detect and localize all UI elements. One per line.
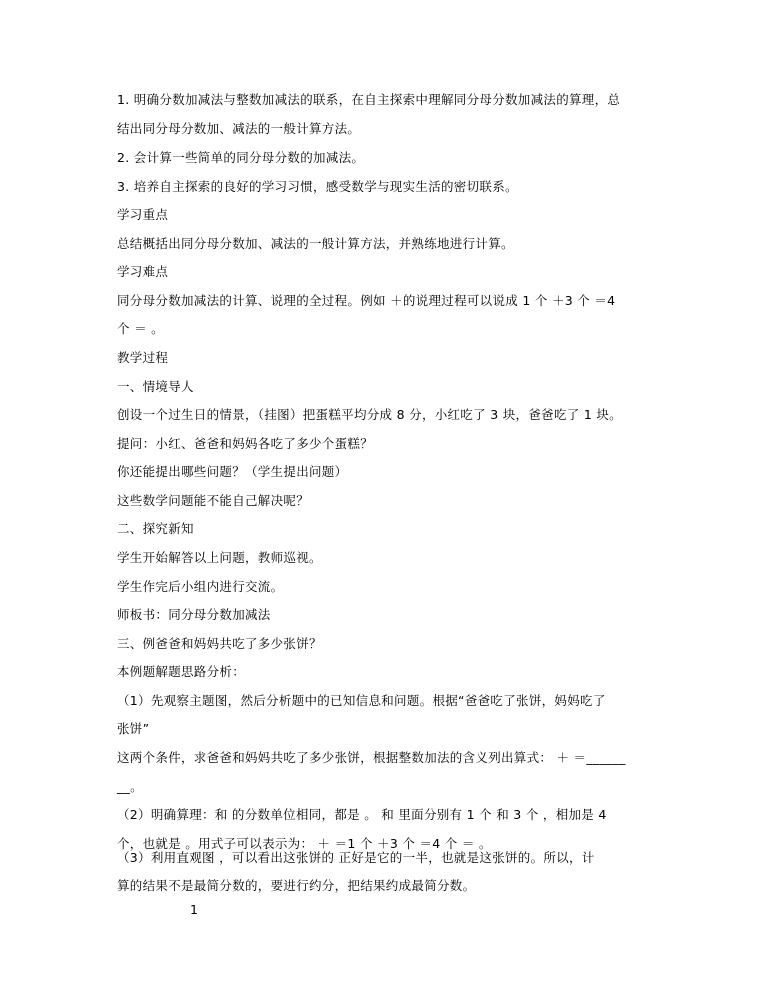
text-line: 本例题解题思路分析： xyxy=(117,664,246,679)
text-line: （3）利用直观图 ，可以看出这张饼的 正好是它的一半，也就是这张饼的。所以，计 xyxy=(117,850,595,865)
text-line: 结出同分母分数加、减法的一般计算方法。 xyxy=(117,121,361,136)
text-line: 总结概括出同分母分数加、减法的一般计算方法，并熟练地进行计算。 xyxy=(117,236,514,251)
text-line: 2. 会计算一些简单的同分母分数的加减法。 xyxy=(117,150,365,165)
section-heading: 二、探究新知 xyxy=(117,521,194,536)
text-line: 这两个条件，求爸爸和妈妈共吃了多少张饼，根据整数加法的含义列出算式： ＋ ＝______ xyxy=(117,750,626,765)
section-heading: 三、例爸爸和妈妈共吃了多少张饼？ xyxy=(117,636,322,651)
section-heading: 一、情境导人 xyxy=(117,379,194,394)
section-heading: 学习难点 xyxy=(117,264,169,279)
text-line: 个 ＝ 。 xyxy=(117,321,164,336)
text-line: 创设一个过生日的情景，（挂图）把蛋糕平均分成 8 分，小红吃了 3 块，爸爸吃了 1 块。 xyxy=(117,407,622,422)
text-line: 算的结果不是最简分数的，要进行约分，把结果约成最简分数。 xyxy=(117,878,476,893)
text-line: __。 xyxy=(117,779,143,794)
text-line: 这些数学问题能不能自己解决呢？ xyxy=(117,493,310,508)
text-line: （2）明确算理：和 的分数单位相同，都是 。 和 里面分别有 1 个 和 3 个 ，相加是 4 xyxy=(117,807,607,822)
text-line: 3. 培养自主探索的良好的学习习惯，感受数学与现实生活的密切联系。 xyxy=(117,179,518,194)
text-line: 学生作完后小组内进行交流。 xyxy=(117,579,284,594)
page-number: 1 xyxy=(190,902,198,917)
text-line: 1. 明确分数加减法与整数加减法的联系，在自主探索中理解同分母分数加减法的算理，总 xyxy=(117,92,621,107)
text-line: 张饼” xyxy=(117,721,150,736)
text-line: 提问：小红、爸爸和妈妈各吃了多少个蛋糕？ xyxy=(117,436,374,451)
section-heading: 教学过程 xyxy=(117,350,169,365)
text-line: 师板书：同分母分数加减法 xyxy=(117,607,271,622)
text-line: 学生开始解答以上问题，教师巡视。 xyxy=(117,550,322,565)
text-line: 个，也就是 。用式子可以表示为： ＋ ＝1 个 ＋3 个 ＝4 个 ＝ 。 xyxy=(117,836,492,851)
text-line: （1）先观察主题图，然后分析题中的已知信息和问题。根据“爸爸吃了张饼，妈妈吃了 xyxy=(117,693,606,708)
section-heading: 学习重点 xyxy=(117,207,169,222)
text-line: 同分母分数加减法的计算、说理的全过程。例如 ＋的说理过程可以说成 1 个 ＋3 个 ＝4 xyxy=(117,293,616,308)
text-line: 你还能提出哪些问题？（学生提出问题） xyxy=(117,464,348,479)
